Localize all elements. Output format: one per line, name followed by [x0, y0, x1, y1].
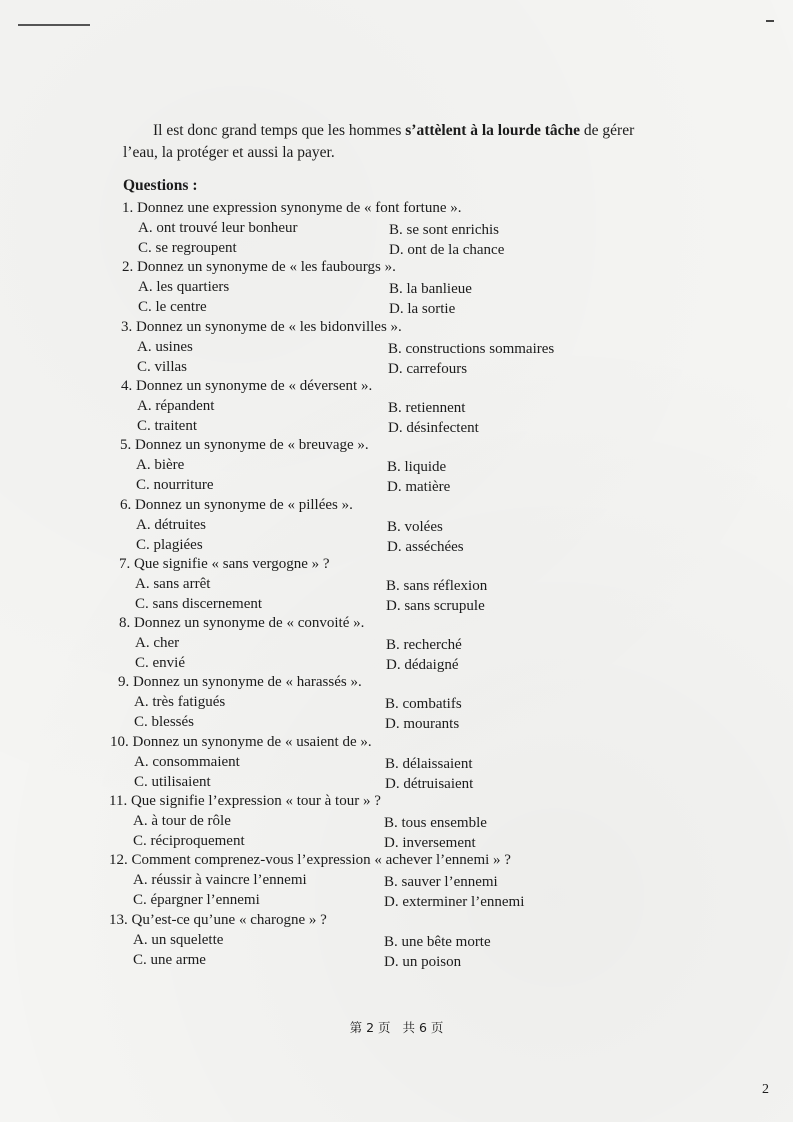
- option-a: A. bière: [136, 457, 185, 474]
- option-d: D. détruisaient: [385, 775, 474, 792]
- option-a: A. à tour de rôle: [133, 813, 231, 829]
- option-d: D. sans scrupule: [386, 597, 485, 614]
- option-c: C. se regroupent: [138, 240, 237, 256]
- question-text: 3. Donnez un synonyme de « les bidonvilles ».: [121, 318, 402, 335]
- question-text: 13. Qu’est-ce qu’une « charogne » ?: [109, 911, 327, 928]
- option-c: C. plagiées: [136, 536, 203, 553]
- option-c: C. envié: [135, 655, 185, 672]
- option-d: D. exterminer l’ennemi: [384, 894, 525, 911]
- page-footer: [0, 1018, 793, 1036]
- option-d: D. un poison: [384, 953, 462, 970]
- option-a: A. réussir à vaincre l’ennemi: [133, 872, 307, 889]
- questions-heading: Questions :: [123, 177, 198, 194]
- option-b: B. la banlieue: [389, 281, 472, 298]
- question-text: 11. Que signifie l’expression « tour à tour » ?: [109, 793, 381, 809]
- option-b: B. recherché: [386, 637, 462, 654]
- option-a: A. usines: [137, 338, 193, 355]
- option-b: B. se sont enrichis: [389, 222, 499, 238]
- footer-total: 共 6 页: [402, 1020, 444, 1035]
- intro-bold-phrase: s’attèlent à la lourde tâche: [405, 122, 581, 139]
- option-a: A. les quartiers: [138, 279, 230, 296]
- option-b: B. sans réflexion: [386, 577, 488, 594]
- option-a: A. cher: [135, 635, 180, 652]
- option-a: A. très fatigués: [134, 694, 226, 711]
- footer-page: 第 2 页: [349, 1020, 391, 1035]
- question-text: 4. Donnez un synonyme de « déversent ».: [121, 377, 373, 394]
- option-d: D. la sortie: [389, 301, 456, 318]
- option-c: C. épargner l’ennemi: [133, 892, 260, 909]
- question-text: 6. Donnez un synonyme de « pillées ».: [120, 496, 353, 513]
- question-text: 10. Donnez un synonyme de « usaient de ».: [110, 733, 372, 750]
- intro-text-end: de gérer l’eau, la protéger et aussi la payer.: [123, 122, 635, 161]
- question-text: 1. Donnez une expression synonyme de « font fortune ».: [122, 200, 462, 216]
- option-b: B. tous ensemble: [384, 815, 487, 831]
- question-text: 12. Comment comprenez-vous l’expression « achever l’ennemi » ?: [109, 852, 511, 869]
- question-text: 8. Donnez un synonyme de « convoité ».: [119, 615, 365, 632]
- option-d: D. mourants: [385, 716, 460, 733]
- option-a: A. répandent: [137, 397, 215, 414]
- intro-text-start: Il est donc grand temps que les hommes: [153, 122, 406, 139]
- option-d: D. asséchées: [387, 538, 464, 555]
- question-text: 9. Donnez un synonyme de « harassés ».: [118, 674, 362, 691]
- option-c: C. blessés: [134, 714, 194, 731]
- page-number: 2: [762, 1082, 769, 1097]
- option-b: B. une bête morte: [384, 933, 491, 950]
- option-d: D. matière: [387, 479, 451, 496]
- option-b: B. volées: [387, 518, 443, 535]
- question-text: 7. Que signifie « sans vergogne » ?: [119, 555, 330, 572]
- intro-paragraph: [123, 120, 663, 164]
- option-b: B. combatifs: [385, 696, 462, 713]
- option-c: C. nourriture: [136, 477, 214, 494]
- scan-mark: [18, 24, 90, 26]
- option-b: B. constructions sommaires: [388, 340, 555, 357]
- option-d: D. dédaigné: [386, 657, 459, 674]
- question-text: 5. Donnez un synonyme de « breuvage ».: [120, 437, 369, 454]
- option-a: A. sans arrêt: [135, 575, 211, 592]
- option-d: D. ont de la chance: [389, 242, 505, 258]
- option-c: C. villas: [137, 358, 188, 375]
- option-a: A. détruites: [136, 516, 206, 533]
- option-d: D. inversement: [384, 835, 476, 851]
- option-b: B. liquide: [387, 459, 447, 476]
- option-c: C. une arme: [133, 951, 206, 968]
- option-a: A. ont trouvé leur bonheur: [138, 220, 298, 236]
- option-c: C. réciproquement: [133, 833, 245, 849]
- option-a: A. consommaient: [134, 753, 240, 770]
- option-c: C. le centre: [138, 299, 207, 316]
- scan-mark-dash: [766, 20, 774, 22]
- option-b: B. sauver l’ennemi: [384, 874, 498, 891]
- option-b: B. retiennent: [388, 399, 466, 416]
- option-c: C. traitent: [137, 417, 197, 434]
- option-b: B. délaissaient: [385, 755, 473, 772]
- option-d: D. carrefours: [388, 360, 468, 377]
- question-text: 2. Donnez un synonyme de « les faubourgs ».: [122, 259, 396, 276]
- option-c: C. utilisaient: [134, 773, 211, 790]
- option-c: C. sans discernement: [135, 595, 263, 612]
- option-d: D. désinfectent: [388, 419, 479, 436]
- option-a: A. un squelette: [133, 931, 224, 948]
